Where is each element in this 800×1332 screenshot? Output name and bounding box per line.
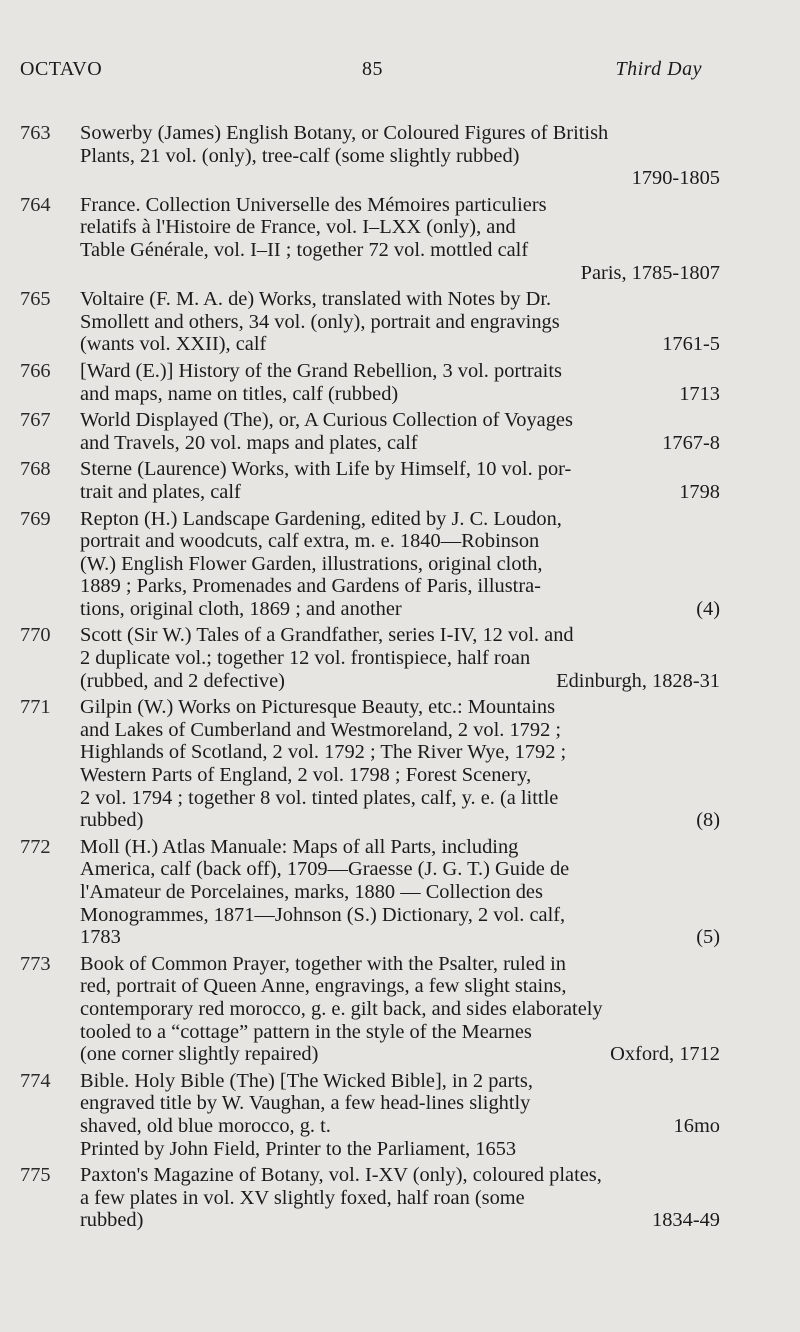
- entry-text: 1783: [80, 926, 121, 949]
- entry-line: [80, 787, 720, 810]
- catalogue-entry: [20, 696, 720, 832]
- entry-text: relatifs à l'Histoire de France, vol. I–LXX (only), and: [80, 216, 516, 239]
- entry-line: [80, 167, 720, 190]
- entry-line: [80, 670, 720, 693]
- entry-text: France. Collection Universelle des Mémoires particuliers: [80, 193, 547, 216]
- entry-text: 1889 ; Parks, Promenades and Gardens of Paris, illustra-: [80, 575, 541, 598]
- entry-text: Repton (H.) Landscape Gardening, edited by J. C. Loudon,: [80, 507, 562, 530]
- catalogue-entry: [20, 360, 720, 405]
- lot-number: 765: [20, 288, 51, 311]
- page-number: 85: [362, 58, 383, 80]
- entry-text: Bible. Holy Bible (The) [The Wicked Bible], in 2 parts,: [80, 1069, 533, 1092]
- entry-line: [80, 696, 720, 719]
- entry-date: (4): [696, 597, 720, 620]
- entry-line: [80, 953, 720, 976]
- entry-line: [80, 383, 720, 406]
- lot-number: 766: [20, 359, 51, 382]
- entry-text: Paxton's Magazine of Botany, vol. I-XV (only), coloured plates,: [80, 1164, 602, 1187]
- catalogue-entry: [20, 1164, 720, 1232]
- lot-number: 769: [20, 507, 51, 530]
- lot-number: 774: [20, 1069, 51, 1092]
- entry-line: [80, 881, 720, 904]
- entry-text: Western Parts of England, 2 vol. 1798 ; Forest Scenery,: [80, 764, 532, 787]
- entry-line: [80, 1070, 720, 1093]
- entry-text: tooled to a “cottage” pattern in the style of the Mearnes: [80, 1020, 532, 1043]
- catalogue-entry: [20, 1070, 720, 1160]
- catalogue-entry: [20, 953, 720, 1066]
- entry-text: rubbed): [80, 1209, 144, 1232]
- entry-text: Highlands of Scotland, 2 vol. 1792 ; The River Wye, 1792 ;: [80, 741, 567, 764]
- entry-date: 16mo: [673, 1114, 720, 1137]
- entry-text: Voltaire (F. M. A. de) Works, translated with Notes by Dr.: [80, 288, 552, 311]
- entry-line: [80, 481, 720, 504]
- entry-text: (W.) English Flower Garden, illustrations, original cloth,: [80, 552, 543, 575]
- lot-number: 767: [20, 409, 51, 432]
- entry-text: Sterne (Laurence) Works, with Life by Himself, 10 vol. por-: [80, 458, 572, 481]
- entry-line: [80, 998, 720, 1021]
- catalogue-entry: [20, 194, 720, 284]
- lot-number: 771: [20, 696, 51, 719]
- entry-text: and maps, name on titles, calf (rubbed): [80, 382, 399, 405]
- catalogue-entry: [20, 122, 720, 190]
- entry-line: [80, 858, 720, 881]
- lot-number: 772: [20, 835, 51, 858]
- catalogue-entry: [20, 624, 720, 692]
- entry-date: Paris, 1785-1807: [580, 261, 720, 284]
- entry-line: [80, 216, 720, 239]
- entry-date: 1713: [679, 382, 720, 405]
- entry-line: [80, 194, 720, 217]
- entry-line: [80, 836, 720, 859]
- header-format: OCTAVO: [20, 58, 103, 80]
- entry-line: [80, 719, 720, 742]
- entry-line: [80, 311, 720, 334]
- entry-text: 2 vol. 1794 ; together 8 vol. tinted plates, calf, y. e. (a little: [80, 786, 559, 809]
- entry-text: Smollett and others, 34 vol. (only), portrait and engravings: [80, 310, 560, 333]
- entry-text: a few plates in vol. XV slightly foxed, half roan (some: [80, 1186, 525, 1209]
- entry-text: [Ward (E.)] History of the Grand Rebellion, 3 vol. portraits: [80, 359, 562, 382]
- entry-line: [80, 1164, 720, 1187]
- entry-text: Plants, 21 vol. (only), tree-calf (some slightly rubbed): [80, 144, 520, 167]
- entry-line: [80, 1187, 720, 1210]
- entry-text: trait and plates, calf: [80, 480, 241, 503]
- entry-text: tions, original cloth, 1869 ; and another: [80, 597, 402, 620]
- entry-text: and Lakes of Cumberland and Westmoreland, 2 vol. 1792 ;: [80, 718, 562, 741]
- entry-line: [80, 1138, 720, 1161]
- lot-number: 773: [20, 952, 51, 975]
- entry-line: [80, 145, 720, 168]
- entry-date: Edinburgh, 1828-31: [556, 669, 720, 692]
- entry-line: [80, 458, 720, 481]
- entry-line: [80, 508, 720, 531]
- entry-line: [80, 575, 720, 598]
- entry-text: Sowerby (James) English Botany, or Coloured Figures of British: [80, 122, 609, 144]
- entry-text: Book of Common Prayer, together with the Psalter, ruled in: [80, 952, 566, 975]
- entry-line: [80, 262, 720, 285]
- lot-number: 764: [20, 193, 51, 216]
- entry-text: (wants vol. XXII), calf: [80, 333, 267, 356]
- entry-date: 1790-1805: [631, 167, 720, 190]
- entry-date: Oxford, 1712: [610, 1043, 720, 1066]
- entry-line: [80, 926, 720, 949]
- lot-number: 763: [20, 122, 51, 144]
- entry-text: Table Générale, vol. I–II ; together 72 vol. mottled calf: [80, 238, 529, 261]
- header-day: Third Day: [615, 58, 702, 80]
- entry-date: 1761-5: [662, 333, 720, 356]
- entry-line: [80, 598, 720, 621]
- entry-line: [80, 624, 720, 647]
- entry-line: [80, 809, 720, 832]
- entry-text: engraved title by W. Vaughan, a few head-lines slightly: [80, 1092, 531, 1115]
- page-header: [20, 58, 702, 86]
- entry-line: [80, 122, 720, 145]
- entry-line: [80, 647, 720, 670]
- entry-line: [80, 432, 720, 455]
- entry-line: [80, 553, 720, 576]
- entry-date: 1798: [679, 480, 720, 503]
- entry-line: [80, 530, 720, 553]
- entry-text: rubbed): [80, 809, 144, 832]
- entry-text: Printed by John Field, Printer to the Parliament, 1653: [80, 1137, 517, 1160]
- entry-date: 1834-49: [652, 1209, 720, 1232]
- entry-line: [80, 239, 720, 262]
- entry-text: red, portrait of Queen Anne, engravings, a few slight stains,: [80, 975, 567, 998]
- entry-text: (rubbed, and 2 defective): [80, 669, 285, 692]
- entry-line: [80, 764, 720, 787]
- entry-text: World Displayed (The), or, A Curious Collection of Voyages: [80, 409, 573, 432]
- catalogue-entry: [20, 836, 720, 949]
- entry-date: (8): [696, 809, 720, 832]
- entry-line: [80, 1115, 720, 1138]
- entry-text: portrait and woodcuts, calf extra, m. e. 1840—Robinson: [80, 530, 540, 553]
- entry-text: contemporary red morocco, g. e. gilt back, and sides elaborately: [80, 997, 603, 1020]
- entry-line: [80, 1043, 720, 1066]
- catalogue-entry: [20, 458, 720, 503]
- entry-date: 1767-8: [662, 431, 720, 454]
- entry-line: [80, 288, 720, 311]
- entry-line: [80, 1021, 720, 1044]
- entry-text: 2 duplicate vol.; together 12 vol. frontispiece, half roan: [80, 647, 531, 670]
- entry-text: Moll (H.) Atlas Manuale: Maps of all Parts, including: [80, 835, 519, 858]
- catalogue-entry: [20, 508, 720, 621]
- entry-line: [80, 975, 720, 998]
- entry-line: [80, 741, 720, 764]
- catalogue-entry: [20, 288, 720, 356]
- entry-text: (one corner slightly repaired): [80, 1043, 319, 1066]
- lot-number: 770: [20, 624, 51, 647]
- entry-text: Scott (Sir W.) Tales of a Grandfather, series I-IV, 12 vol. and: [80, 624, 574, 647]
- entry-text: Gilpin (W.) Works on Picturesque Beauty, etc.: Mountains: [80, 696, 556, 719]
- entry-text: Monogrammes, 1871—Johnson (S.) Dictionary, 2 vol. calf,: [80, 903, 566, 926]
- lot-number: 775: [20, 1164, 51, 1187]
- entry-line: [80, 1092, 720, 1115]
- catalogue-entry: [20, 409, 720, 454]
- entry-line: [80, 409, 720, 432]
- entry-text: and Travels, 20 vol. maps and plates, calf: [80, 431, 418, 454]
- entry-line: [80, 904, 720, 927]
- lot-number: 768: [20, 458, 51, 481]
- entry-line: [80, 360, 720, 383]
- entry-line: [80, 1209, 720, 1232]
- entry-text: shaved, old blue morocco, g. t.: [80, 1114, 331, 1137]
- catalogue-entries: [20, 122, 720, 1236]
- entry-text: l'Amateur de Porcelaines, marks, 1880 — Collection des: [80, 881, 543, 903]
- entry-text: America, calf (back off), 1709—Graesse (J. G. T.) Guide de: [80, 858, 570, 881]
- entry-line: [80, 333, 720, 356]
- entry-date: (5): [696, 926, 720, 949]
